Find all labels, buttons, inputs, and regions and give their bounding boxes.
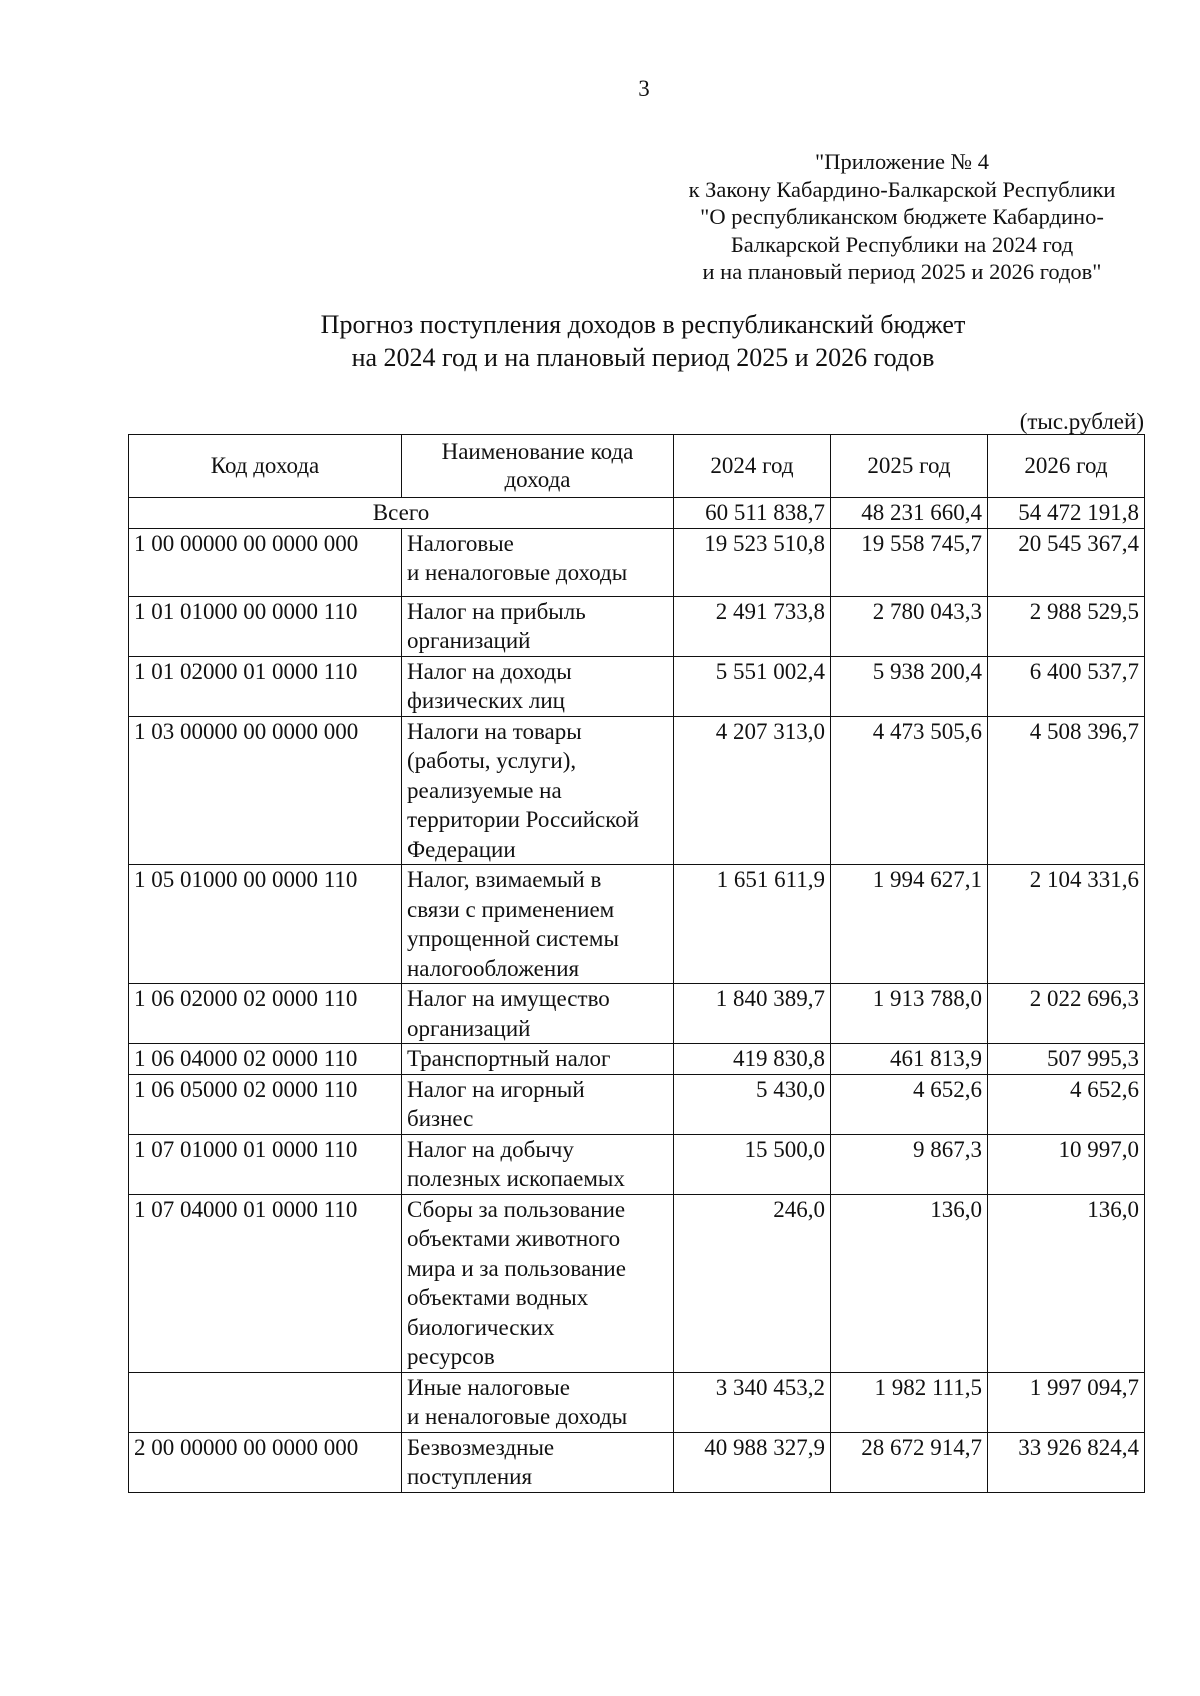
row-value-2024: 419 830,8 <box>674 1044 831 1075</box>
row-name: Налоговые и неналоговые доходы <box>402 528 674 596</box>
row-name: Налог на доходы физических лиц <box>402 656 674 716</box>
row-code: 1 06 04000 02 0000 110 <box>129 1044 402 1075</box>
row-name: Сборы за пользование объектами животного мира и за пользование объектами водных биологических ресурсов <box>402 1194 674 1372</box>
appendix-line: Балкарской Республики на 2024 год <box>730 231 1074 257</box>
row-value-2024: 40 988 327,9 <box>674 1432 831 1492</box>
table-row <box>129 1074 1145 1134</box>
row-value-2024: 2 491 733,8 <box>674 596 831 656</box>
table-row <box>129 1194 1145 1372</box>
header-2024: 2024 год <box>674 435 831 498</box>
row-value-2024: 246,0 <box>674 1194 831 1372</box>
header-2025: 2025 год <box>831 435 988 498</box>
row-value-2024: 4 207 313,0 <box>674 716 831 865</box>
row-value-2026: 10 997,0 <box>988 1134 1145 1194</box>
row-value-2026: 20 545 367,4 <box>988 528 1145 596</box>
table-row <box>129 1372 1145 1432</box>
row-code: 1 06 02000 02 0000 110 <box>129 984 402 1044</box>
row-code: 1 07 01000 01 0000 110 <box>129 1134 402 1194</box>
row-code: 1 06 05000 02 0000 110 <box>129 1074 402 1134</box>
header-name: Наименование кода дохода <box>402 435 674 498</box>
row-value-2025: 136,0 <box>831 1194 988 1372</box>
row-value-2024: 1 651 611,9 <box>674 865 831 984</box>
row-name: Налог, взимаемый в связи с применением упрощенной системы налогообложения <box>402 865 674 984</box>
row-value-2025: 19 558 745,7 <box>831 528 988 596</box>
row-code: 1 01 01000 00 0000 110 <box>129 596 402 656</box>
table-row <box>129 1134 1145 1194</box>
row-value-2025: 5 938 200,4 <box>831 656 988 716</box>
table-row <box>129 596 1145 656</box>
header-2026: 2026 год <box>988 435 1145 498</box>
row-value-2024: 5 551 002,4 <box>674 656 831 716</box>
row-code: 1 07 04000 01 0000 110 <box>129 1194 402 1372</box>
row-value-2024: 5 430,0 <box>674 1074 831 1134</box>
row-name: Налог на добычу полезных ископаемых <box>402 1134 674 1194</box>
row-code: 2 00 00000 00 0000 000 <box>129 1432 402 1492</box>
row-value-2026: 507 995,3 <box>988 1044 1145 1075</box>
row-code: 1 05 01000 00 0000 110 <box>129 865 402 984</box>
header-code: Код дохода <box>129 435 402 498</box>
table-row <box>129 528 1145 596</box>
row-name: Налог на игорный бизнес <box>402 1074 674 1134</box>
table-row <box>129 984 1145 1044</box>
table-row <box>129 716 1145 865</box>
appendix-line: "О республиканском бюджете Кабардино- <box>700 204 1104 229</box>
document-title <box>128 308 1158 374</box>
row-code: 1 01 02000 01 0000 110 <box>129 656 402 716</box>
document-title-line-1: Прогноз поступления доходов в республиканский бюджет <box>320 310 966 339</box>
row-value-2026: 1 997 094,7 <box>988 1372 1145 1432</box>
appendix-line: к Закону Кабардино-Балкарской Республики <box>688 176 1116 202</box>
document-title-line-2: на 2024 год и на плановый период 2025 и 2026 годов <box>351 343 935 372</box>
table-row <box>129 656 1145 716</box>
row-value-2026: 2 022 696,3 <box>988 984 1145 1044</box>
page-number: 3 <box>638 76 650 101</box>
row-name: Налог на имущество организаций <box>402 984 674 1044</box>
row-value-2024: 3 340 453,2 <box>674 1372 831 1432</box>
row-value-2024: 1 840 389,7 <box>674 984 831 1044</box>
row-value-2025: 1 982 111,5 <box>831 1372 988 1432</box>
appendix-line: и на плановый период 2025 и 2026 годов" <box>702 259 1102 284</box>
row-value-2025: 4 652,6 <box>831 1074 988 1134</box>
row-code <box>129 1372 402 1432</box>
row-value-2025: 9 867,3 <box>831 1134 988 1194</box>
row-value-2025: 28 672 914,7 <box>831 1432 988 1492</box>
total-row <box>129 498 1145 529</box>
row-value-2024: 15 500,0 <box>674 1134 831 1194</box>
revenue-table <box>128 434 1145 1493</box>
row-value-2025: 4 473 505,6 <box>831 716 988 865</box>
row-code: 1 03 00000 00 0000 000 <box>129 716 402 865</box>
row-value-2026: 4 652,6 <box>988 1074 1145 1134</box>
row-name: Налог на прибыль организаций <box>402 596 674 656</box>
row-value-2025: 2 780 043,3 <box>831 596 988 656</box>
units-label: (тыс.рублей) <box>1019 409 1144 434</box>
table-row <box>129 1044 1145 1075</box>
row-code: 1 00 00000 00 0000 000 <box>129 528 402 596</box>
total-label: Всего <box>129 498 674 529</box>
row-value-2026: 33 926 824,4 <box>988 1432 1145 1492</box>
row-value-2026: 136,0 <box>988 1194 1145 1372</box>
row-value-2026: 6 400 537,7 <box>988 656 1145 716</box>
row-value-2026: 4 508 396,7 <box>988 716 1145 865</box>
table-row <box>129 1432 1145 1492</box>
row-value-2026: 2 988 529,5 <box>988 596 1145 656</box>
row-value-2025: 1 994 627,1 <box>831 865 988 984</box>
row-value-2025: 1 913 788,0 <box>831 984 988 1044</box>
row-value-2025: 461 813,9 <box>831 1044 988 1075</box>
total-2024: 60 511 838,7 <box>674 498 831 529</box>
row-name: Иные налоговые и неналоговые доходы <box>402 1372 674 1432</box>
row-value-2026: 2 104 331,6 <box>988 865 1145 984</box>
total-2026: 54 472 191,8 <box>988 498 1145 529</box>
row-name: Налоги на товары (работы, услуги), реализуемые на территории Российской Федерации <box>402 716 674 865</box>
table-row <box>129 865 1145 984</box>
appendix-header <box>632 148 1172 286</box>
total-2025: 48 231 660,4 <box>831 498 988 529</box>
table-header-row <box>129 435 1145 498</box>
appendix-line: "Приложение № 4 <box>815 149 989 174</box>
row-name: Транспортный налог <box>402 1044 674 1075</box>
row-name: Безвозмездные поступления <box>402 1432 674 1492</box>
row-value-2024: 19 523 510,8 <box>674 528 831 596</box>
